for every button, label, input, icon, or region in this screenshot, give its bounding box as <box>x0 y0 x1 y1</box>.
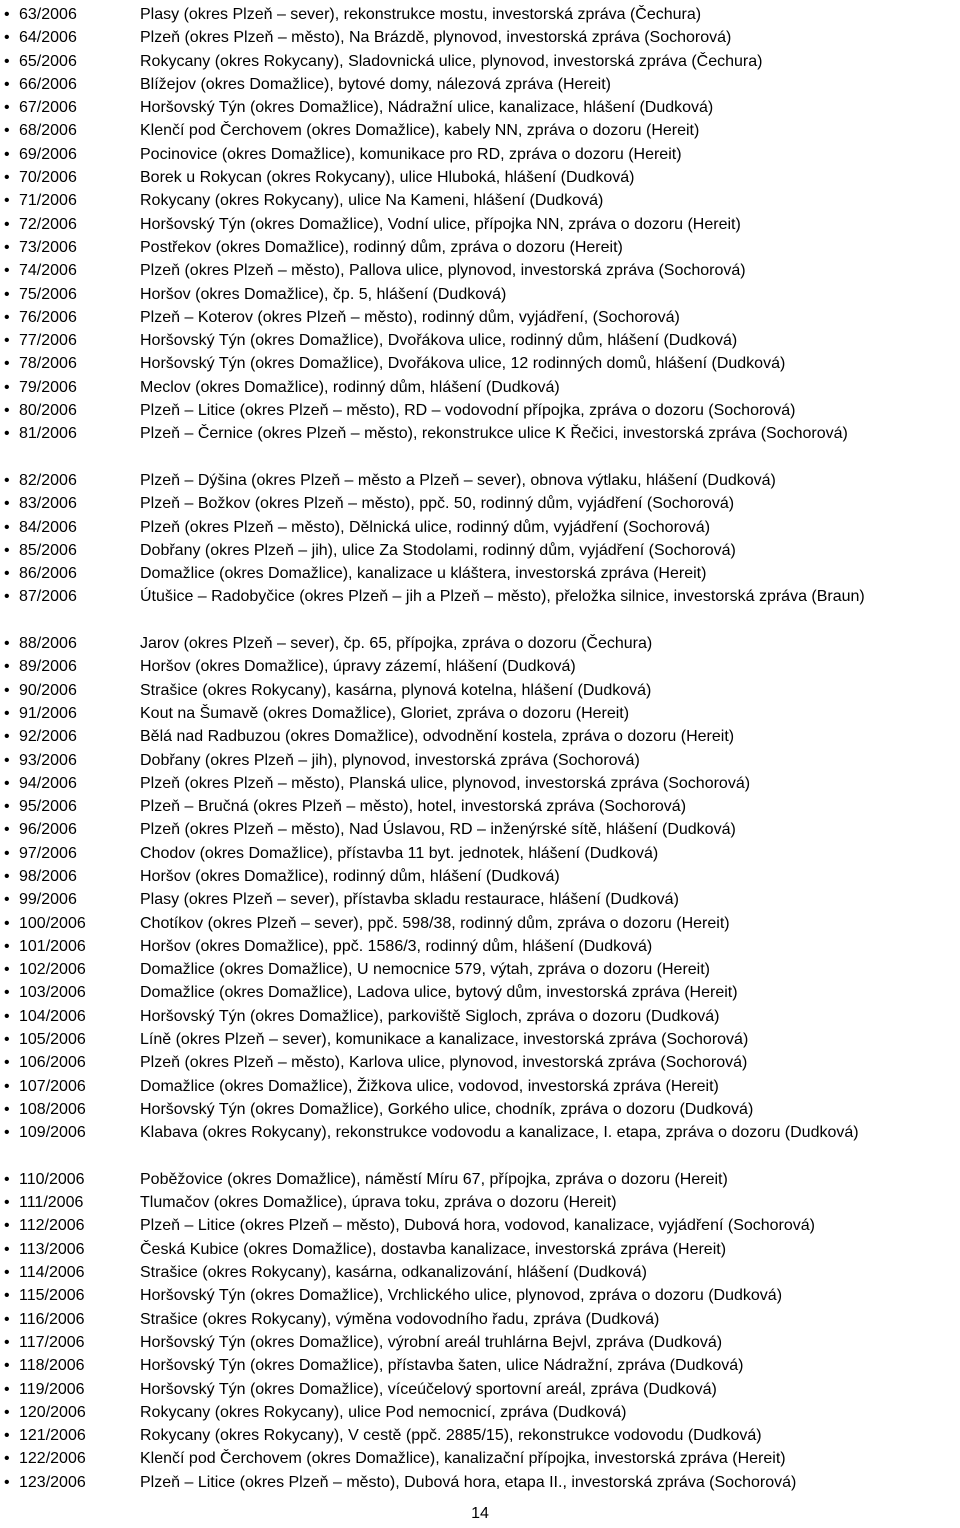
report-number: 67/2006 <box>19 99 77 117</box>
report-number: 97/2006 <box>19 844 77 862</box>
bullet-icon: • <box>4 1450 10 1468</box>
report-description: Meclov (okres Domažlice), rodinný dům, hlášení (Dudková) <box>140 378 560 396</box>
report-number: 88/2006 <box>19 635 77 653</box>
bullet-icon: • <box>4 1333 10 1351</box>
list-item <box>0 562 960 585</box>
report-number: 121/2006 <box>19 1427 86 1445</box>
report-number: 79/2006 <box>19 378 77 396</box>
bullet-icon: • <box>4 937 10 955</box>
report-number: 84/2006 <box>19 518 77 536</box>
report-number: 85/2006 <box>19 541 77 559</box>
list-item <box>0 259 960 282</box>
bullet-icon: • <box>4 1427 10 1445</box>
report-number: 98/2006 <box>19 867 77 885</box>
list-item <box>0 189 960 212</box>
bullet-icon: • <box>4 471 10 489</box>
report-description: Borek u Rokycan (okres Rokycany), ulice Hluboká, hlášení (Dudková) <box>140 169 635 187</box>
report-description: Klenčí pod Čerchovem (okres Domažlice), kanalizační přípojka, investorská zpráva (Hereit) <box>140 1450 786 1468</box>
report-number: 113/2006 <box>19 1240 85 1258</box>
list-item <box>0 1121 960 1168</box>
report-number: 76/2006 <box>19 308 77 326</box>
bullet-icon: • <box>4 145 10 163</box>
report-number: 95/2006 <box>19 798 77 816</box>
report-number: 110/2006 <box>19 1170 85 1188</box>
bullet-icon: • <box>4 75 10 93</box>
list-item <box>0 1354 960 1377</box>
list-item <box>0 912 960 935</box>
report-number: 81/2006 <box>19 425 77 443</box>
report-number: 108/2006 <box>19 1100 86 1118</box>
list-item <box>0 73 960 96</box>
report-description: Domažlice (okres Domažlice), kanalizace u kláštera, investorská zpráva (Hereit) <box>140 565 707 583</box>
list-item <box>0 702 960 725</box>
report-number: 102/2006 <box>19 961 86 979</box>
bullet-icon: • <box>4 1054 10 1072</box>
report-description: Domažlice (okres Domažlice), U nemocnice 579, výtah, zpráva o dozoru (Hereit) <box>140 961 710 979</box>
report-description: Domažlice (okres Domažlice), Žižkova ulice, vodovod, investorská zpráva (Hereit) <box>140 1077 719 1095</box>
bullet-icon: • <box>4 1217 10 1235</box>
report-number: 123/2006 <box>19 1473 86 1491</box>
report-number: 114/2006 <box>19 1264 85 1282</box>
bullet-icon: • <box>4 821 10 839</box>
report-description: Plzeň – Dýšina (okres Plzeň – město a Plzeň – sever), obnova výtlaku, hlášení (Dudková) <box>140 471 776 489</box>
list-item <box>0 329 960 352</box>
report-number: 66/2006 <box>19 75 77 93</box>
report-number: 109/2006 <box>19 1124 86 1142</box>
report-description: Jarov (okres Plzeň – sever), čp. 65, přípojka, zpráva o dozoru (Čechura) <box>140 635 653 653</box>
bullet-icon: • <box>4 425 10 443</box>
report-description: Postřekov (okres Domažlice), rodinný dům, zpráva o dozoru (Hereit) <box>140 238 623 256</box>
bullet-icon: • <box>4 658 10 676</box>
report-description: Pocinovice (okres Domažlice), komunikace pro RD, zpráva o dozoru (Hereit) <box>140 145 682 163</box>
list-item <box>0 585 960 632</box>
bullet-icon: • <box>4 774 10 792</box>
bullet-icon: • <box>4 262 10 280</box>
list-item <box>0 1051 960 1074</box>
report-description: Horšovský Týn (okres Domažlice), výrobní areál truhlárna Bejvl, zpráva (Dudková) <box>140 1333 723 1351</box>
bullet-icon: • <box>4 1287 10 1305</box>
report-description: Kout na Šumavě (okres Domažlice), Gloriet, zpráva o dozoru (Hereit) <box>140 704 630 722</box>
report-description: Strašice (okres Rokycany), výměna vodovodního řadu, zpráva (Dudková) <box>140 1310 660 1328</box>
report-description: Plzeň (okres Plzeň – město), Planská ulice, plynovod, investorská zpráva (Sochorová) <box>140 774 751 792</box>
report-description: Klabava (okres Rokycany), rekonstrukce vodovodu a kanalizace, I. etapa, zpráva o dozoru (Dudková) <box>140 1124 859 1142</box>
bullet-icon: • <box>4 635 10 653</box>
report-description: Horšovský Týn (okres Domažlice), přístavba šaten, ulice Nádražní, zpráva (Dudková) <box>140 1357 744 1375</box>
report-number: 68/2006 <box>19 122 77 140</box>
bullet-icon: • <box>4 1310 10 1328</box>
report-description: Klenčí pod Čerchovem (okres Domažlice), kabely NN, zpráva o dozoru (Hereit) <box>140 122 700 140</box>
report-number: 104/2006 <box>19 1007 86 1025</box>
report-description: Horšovský Týn (okres Domažlice), parkoviště Sigloch, zpráva o dozoru (Dudková) <box>140 1007 720 1025</box>
report-description: Rokycany (okres Rokycany), Sladovnická ulice, plynovod, investorská zpráva (Čechura) <box>140 52 763 70</box>
list-item <box>0 818 960 841</box>
report-number: 80/2006 <box>19 402 77 420</box>
list-item <box>0 1168 960 1191</box>
report-description: Plzeň (okres Plzeň – město), Na Brázdě, plynovod, investorská zpráva (Sochorová) <box>140 29 732 47</box>
report-description: Plzeň – Božkov (okres Plzeň – město), ppč. 50, rodinný dům, vyjádření (Sochorová) <box>140 495 735 513</box>
list-item <box>0 842 960 865</box>
bullet-icon: • <box>4 867 10 885</box>
report-number: 105/2006 <box>19 1031 86 1049</box>
bullet-icon: • <box>4 122 10 140</box>
list-item <box>0 1471 960 1494</box>
report-description: Blížejov (okres Domažlice), bytové domy, nálezová zpráva (Hereit) <box>140 75 611 93</box>
report-number: 89/2006 <box>19 658 77 676</box>
bullet-icon: • <box>4 1380 10 1398</box>
bullet-icon: • <box>4 99 10 117</box>
bullet-icon: • <box>4 52 10 70</box>
report-number: 101/2006 <box>19 937 86 955</box>
report-number: 111/2006 <box>19 1194 84 1212</box>
report-number: 69/2006 <box>19 145 77 163</box>
bullet-icon: • <box>4 1473 10 1491</box>
bullet-icon: • <box>4 402 10 420</box>
bullet-icon: • <box>4 914 10 932</box>
report-description: Plzeň – Litice (okres Plzeň – město), Dubová hora, etapa II., investorská zpráva (Sochorová) <box>140 1473 797 1491</box>
list-item <box>0 236 960 259</box>
list-item <box>0 958 960 981</box>
report-list <box>0 3 960 1494</box>
bullet-icon: • <box>4 1357 10 1375</box>
report-description: Chodov (okres Domažlice), přístavba 11 byt. jednotek, hlášení (Dudková) <box>140 844 659 862</box>
list-item <box>0 516 960 539</box>
report-number: 116/2006 <box>19 1310 85 1328</box>
report-description: Horšovský Týn (okres Domažlice), Nádražní ulice, kanalizace, hlášení (Dudková) <box>140 99 714 117</box>
report-description: Horšovský Týn (okres Domažlice), Dvořákova ulice, rodinný dům, hlášení (Dudková) <box>140 332 738 350</box>
list-item <box>0 469 960 492</box>
report-number: 74/2006 <box>19 262 77 280</box>
report-description: Plzeň – Litice (okres Plzeň – město), Dubová hora, vodovod, kanalizace, vyjádření (Sochorová) <box>140 1217 816 1235</box>
list-item <box>0 1378 960 1401</box>
bullet-icon: • <box>4 285 10 303</box>
bullet-icon: • <box>4 355 10 373</box>
report-description: Plzeň – Černice (okres Plzeň – město), rekonstrukce ulice K Řečici, investorská zpráva (Sochorová) <box>140 425 848 443</box>
list-item <box>0 632 960 655</box>
report-description: Chotíkov (okres Plzeň – sever), ppč. 598/38, rodinný dům, zpráva o dozoru (Hereit) <box>140 914 730 932</box>
report-number: 120/2006 <box>19 1403 86 1421</box>
bullet-icon: • <box>4 1124 10 1142</box>
list-item <box>0 1308 960 1331</box>
report-description: Poběžovice (okres Domažlice), náměstí Míru 67, přípojka, zpráva o dozoru (Hereit) <box>140 1170 728 1188</box>
bullet-icon: • <box>4 378 10 396</box>
list-item <box>0 795 960 818</box>
bullet-icon: • <box>4 1031 10 1049</box>
list-item <box>0 1401 960 1424</box>
report-description: Horšov (okres Domažlice), ppč. 1586/3, rodinný dům, hlášení (Dudková) <box>140 937 653 955</box>
bullet-icon: • <box>4 961 10 979</box>
list-item <box>0 1284 960 1307</box>
report-description: Plasy (okres Plzeň – sever), rekonstrukce mostu, investorská zpráva (Čechura) <box>140 6 702 23</box>
report-description: Rokycany (okres Rokycany), V cestě (ppč. 2885/15), rekonstrukce vodovodu (Dudková) <box>140 1427 762 1445</box>
bullet-icon: • <box>4 704 10 722</box>
page-number: 14 <box>471 1505 489 1522</box>
report-description: Útušice – Radobyčice (okres Plzeň – jih a Plzeň – město), přeložka silnice, investorská zpráva (Braun) <box>140 588 865 606</box>
report-number: 115/2006 <box>19 1287 85 1305</box>
report-number: 94/2006 <box>19 774 77 792</box>
list-item <box>0 1424 960 1447</box>
report-number: 107/2006 <box>19 1077 86 1095</box>
report-number: 78/2006 <box>19 355 77 373</box>
report-description: Horšovský Týn (okres Domažlice), Vrchlického ulice, plynovod, zpráva o dozoru (Dudková) <box>140 1287 783 1305</box>
report-description: Horšovský Týn (okres Domažlice), Dvořákova ulice, 12 rodinných domů, hlášení (Dudková) <box>140 355 786 373</box>
bullet-icon: • <box>4 6 10 23</box>
list-item <box>0 1005 960 1028</box>
bullet-icon: • <box>4 541 10 559</box>
report-description: Rokycany (okres Rokycany), ulice Na Kameni, hlášení (Dudková) <box>140 192 604 210</box>
bullet-icon: • <box>4 565 10 583</box>
list-item <box>0 1261 960 1284</box>
report-description: Strašice (okres Rokycany), kasárna, odkanalizování, hlášení (Dudková) <box>140 1264 647 1282</box>
report-description: Rokycany (okres Rokycany), ulice Pod nemocnicí, zpráva (Dudková) <box>140 1403 627 1421</box>
report-description: Horšov (okres Domažlice), rodinný dům, hlášení (Dudková) <box>140 867 560 885</box>
report-number: 83/2006 <box>19 495 77 513</box>
bullet-icon: • <box>4 891 10 909</box>
report-description: Horšov (okres Domažlice), čp. 5, hlášení (Dudková) <box>140 285 507 303</box>
report-description: Plzeň (okres Plzeň – město), Pallova ulice, plynovod, investorská zpráva (Sochorová) <box>140 262 746 280</box>
bullet-icon: • <box>4 588 10 606</box>
list-item <box>0 981 960 1004</box>
report-number: 86/2006 <box>19 565 77 583</box>
list-item <box>0 935 960 958</box>
report-description: Horšovský Týn (okres Domažlice), Vodní ulice, přípojka NN, zpráva o dozoru (Hereit) <box>140 215 741 233</box>
report-description: Domažlice (okres Domažlice), Ladova ulice, bytový dům, investorská zpráva (Hereit) <box>140 984 738 1002</box>
report-description: Plzeň – Koterov (okres Plzeň – město), rodinný dům, vyjádření, (Sochorová) <box>140 308 680 326</box>
bullet-icon: • <box>4 1170 10 1188</box>
bullet-icon: • <box>4 1240 10 1258</box>
report-number: 118/2006 <box>19 1357 85 1375</box>
list-item <box>0 539 960 562</box>
report-number: 91/2006 <box>19 704 77 722</box>
list-item <box>0 1331 960 1354</box>
report-number: 73/2006 <box>19 238 77 256</box>
list-item <box>0 1214 960 1237</box>
list-item <box>0 1238 960 1261</box>
report-number: 117/2006 <box>19 1333 85 1351</box>
report-description: Líně (okres Plzeň – sever), komunikace a kanalizace, investorská zpráva (Sochorová) <box>140 1031 749 1049</box>
report-number: 70/2006 <box>19 169 77 187</box>
list-item <box>0 143 960 166</box>
report-number: 100/2006 <box>19 914 86 932</box>
list-item <box>0 1191 960 1214</box>
report-number: 72/2006 <box>19 215 77 233</box>
report-number: 77/2006 <box>19 332 77 350</box>
report-number: 63/2006 <box>19 6 77 23</box>
report-description: Plzeň – Litice (okres Plzeň – město), RD – vodovodní přípojka, zpráva o dozoru (Sochorová) <box>140 402 796 420</box>
report-description: Horšov (okres Domažlice), úpravy zázemí, hlášení (Dudková) <box>140 658 576 676</box>
bullet-icon: • <box>4 192 10 210</box>
report-number: 103/2006 <box>19 984 86 1002</box>
list-item <box>0 772 960 795</box>
list-item <box>0 283 960 306</box>
list-item <box>0 888 960 911</box>
bullet-icon: • <box>4 495 10 513</box>
bullet-icon: • <box>4 169 10 187</box>
report-number: 90/2006 <box>19 681 77 699</box>
report-description: Dobřany (okres Plzeň – jih), plynovod, investorská zpráva (Sochorová) <box>140 751 640 769</box>
list-item <box>0 399 960 422</box>
report-description: Strašice (okres Rokycany), kasárna, plynová kotelna, hlášení (Dudková) <box>140 681 652 699</box>
bullet-icon: • <box>4 1077 10 1095</box>
bullet-icon: • <box>4 1194 10 1212</box>
bullet-icon: • <box>4 308 10 326</box>
report-description: Plzeň (okres Plzeň – město), Dělnická ulice, rodinný dům, vyjádření (Sochorová) <box>140 518 711 536</box>
report-description: Plasy (okres Plzeň – sever), přístavba skladu restaurace, hlášení (Dudková) <box>140 891 679 909</box>
bullet-icon: • <box>4 798 10 816</box>
bullet-icon: • <box>4 844 10 862</box>
report-description: Tlumačov (okres Domažlice), úprava toku, zpráva o dozoru (Hereit) <box>140 1194 617 1212</box>
bullet-icon: • <box>4 1007 10 1025</box>
report-number: 96/2006 <box>19 821 77 839</box>
report-number: 99/2006 <box>19 891 77 909</box>
report-description: Horšovský Týn (okres Domažlice), Gorkého ulice, chodník, zpráva o dozoru (Dudková) <box>140 1100 754 1118</box>
list-item <box>0 376 960 399</box>
bullet-icon: • <box>4 518 10 536</box>
list-item <box>0 1447 960 1470</box>
report-description: Horšovský Týn (okres Domažlice), víceúčelový sportovní areál, zpráva (Dudková) <box>140 1380 717 1398</box>
report-number: 64/2006 <box>19 29 77 47</box>
report-number: 119/2006 <box>19 1380 85 1398</box>
report-description: Plzeň (okres Plzeň – město), Nad Úslavou, RD – inženýrské sítě, hlášení (Dudková) <box>140 821 736 839</box>
report-description: Plzeň – Bručná (okres Plzeň – město), hotel, investorská zpráva (Sochorová) <box>140 798 687 816</box>
bullet-icon: • <box>4 332 10 350</box>
bullet-icon: • <box>4 238 10 256</box>
report-description: Bělá nad Radbuzou (okres Domažlice), odvodnění kostela, zpráva o dozoru (Hereit) <box>140 728 735 746</box>
list-item <box>0 1075 960 1098</box>
list-item <box>0 492 960 515</box>
bullet-icon: • <box>4 215 10 233</box>
report-description: Plzeň (okres Plzeň – město), Karlova ulice, plynovod, investorská zpráva (Sochorová) <box>140 1054 748 1072</box>
report-number: 82/2006 <box>19 471 77 489</box>
list-item <box>0 1028 960 1051</box>
list-item <box>0 3 960 26</box>
list-item <box>0 119 960 142</box>
list-item <box>0 213 960 236</box>
list-item <box>0 749 960 772</box>
report-number: 87/2006 <box>19 588 77 606</box>
list-item <box>0 50 960 73</box>
report-description: Česká Kubice (okres Domažlice), dostavba kanalizace, investorská zpráva (Hereit) <box>140 1240 727 1258</box>
report-number: 93/2006 <box>19 751 77 769</box>
list-item <box>0 725 960 748</box>
bullet-icon: • <box>4 1100 10 1118</box>
report-number: 122/2006 <box>19 1450 86 1468</box>
bullet-icon: • <box>4 984 10 1002</box>
bullet-icon: • <box>4 1264 10 1282</box>
report-number: 65/2006 <box>19 52 77 70</box>
bullet-icon: • <box>4 1403 10 1421</box>
list-item <box>0 166 960 189</box>
bullet-icon: • <box>4 728 10 746</box>
list-item <box>0 306 960 329</box>
report-number: 112/2006 <box>19 1217 85 1235</box>
list-item <box>0 865 960 888</box>
list-item <box>0 679 960 702</box>
report-number: 92/2006 <box>19 728 77 746</box>
list-item <box>0 26 960 49</box>
bullet-icon: • <box>4 751 10 769</box>
bullet-icon: • <box>4 681 10 699</box>
report-number: 71/2006 <box>19 192 77 210</box>
bullet-icon: • <box>4 29 10 47</box>
report-number: 106/2006 <box>19 1054 86 1072</box>
list-item <box>0 352 960 375</box>
list-item <box>0 1098 960 1121</box>
report-number: 75/2006 <box>19 285 77 303</box>
report-description: Dobřany (okres Plzeň – jih), ulice Za Stodolami, rodinný dům, vyjádření (Sochorová) <box>140 541 736 559</box>
list-item <box>0 96 960 119</box>
list-item <box>0 655 960 678</box>
list-item <box>0 422 960 469</box>
